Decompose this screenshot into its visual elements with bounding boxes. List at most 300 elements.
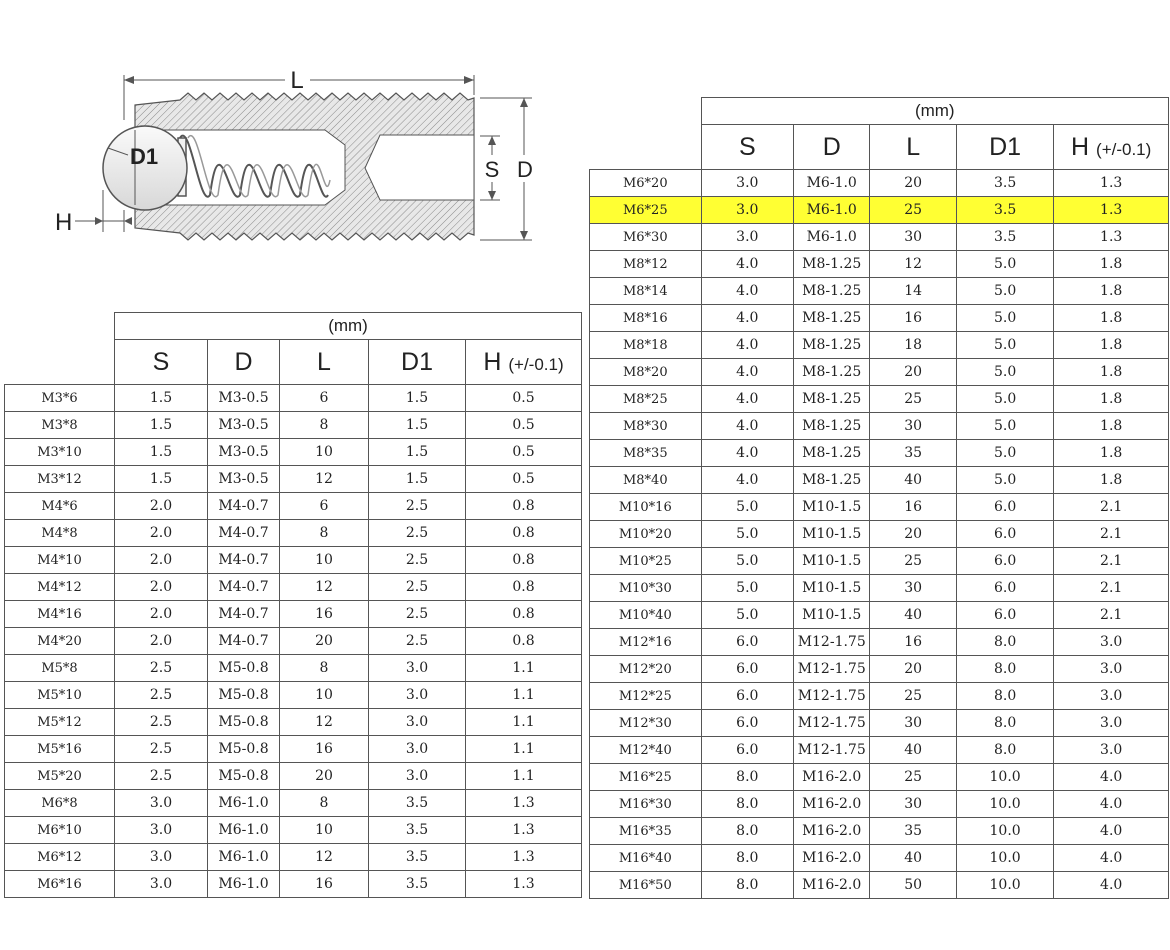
- cell-l: 20: [870, 359, 956, 386]
- cell-model: M4*20: [5, 628, 115, 655]
- cell-h: 0.8: [466, 574, 582, 601]
- cell-d1: 6.0: [956, 494, 1053, 521]
- hex-socket: [365, 135, 474, 200]
- cell-d: M3-0.5: [208, 385, 280, 412]
- cell-l: 25: [870, 683, 956, 710]
- cell-d1: 3.0: [369, 682, 466, 709]
- cell-s: 3.0: [115, 844, 208, 871]
- cell-d: M6-1.0: [794, 224, 870, 251]
- header-L: L: [280, 340, 369, 385]
- header-D: D: [794, 125, 870, 170]
- cell-l: 25: [870, 386, 956, 413]
- table-row: [5, 385, 582, 412]
- table-row: [590, 845, 1169, 872]
- cell-d: M8-1.25: [794, 413, 870, 440]
- cell-h: 3.0: [1054, 737, 1169, 764]
- cell-l: 30: [870, 710, 956, 737]
- cell-h: 1.3: [466, 817, 582, 844]
- cell-s: 2.0: [115, 601, 208, 628]
- cell-h: 1.1: [466, 709, 582, 736]
- cell-d: M12-1.75: [794, 683, 870, 710]
- cell-l: 12: [280, 844, 369, 871]
- cell-model: M8*25: [590, 386, 702, 413]
- cell-d1: 6.0: [956, 602, 1053, 629]
- cell-model: M5*12: [5, 709, 115, 736]
- table-row: [5, 628, 582, 655]
- cell-s: 4.0: [701, 467, 793, 494]
- cell-s: 5.0: [701, 494, 793, 521]
- cell-d1: 3.5: [956, 197, 1053, 224]
- cell-d1: 10.0: [956, 872, 1053, 899]
- table-row: [5, 655, 582, 682]
- cell-model: M6*16: [5, 871, 115, 898]
- label-D1: D1: [130, 144, 159, 169]
- cell-l: 8: [280, 412, 369, 439]
- cell-l: 20: [870, 521, 956, 548]
- cell-d1: 6.0: [956, 521, 1053, 548]
- cell-model: M16*40: [590, 845, 702, 872]
- table-row: [590, 548, 1169, 575]
- header-H: H (+/-0.1): [1054, 125, 1169, 170]
- cell-model: M16*30: [590, 791, 702, 818]
- spec-table-left: [4, 312, 582, 898]
- cell-h: 1.3: [1054, 170, 1169, 197]
- cell-model: M16*50: [590, 872, 702, 899]
- cell-h: 0.8: [466, 493, 582, 520]
- header-D1: D1: [369, 340, 466, 385]
- cell-l: 30: [870, 224, 956, 251]
- cell-l: 20: [280, 763, 369, 790]
- cell-model: M10*40: [590, 602, 702, 629]
- cell-s: 6.0: [701, 683, 793, 710]
- cell-h: 4.0: [1054, 818, 1169, 845]
- cell-l: 8: [280, 655, 369, 682]
- cell-d1: 10.0: [956, 845, 1053, 872]
- cell-model: M6*8: [5, 790, 115, 817]
- cell-l: 6: [280, 385, 369, 412]
- table-row: [5, 412, 582, 439]
- table-row: [590, 386, 1169, 413]
- cell-l: 20: [870, 656, 956, 683]
- cell-h: 1.3: [466, 790, 582, 817]
- cell-l: 12: [280, 574, 369, 601]
- cell-d1: 8.0: [956, 656, 1053, 683]
- cell-d: M3-0.5: [208, 412, 280, 439]
- cell-s: 2.0: [115, 574, 208, 601]
- cell-s: 8.0: [701, 845, 793, 872]
- table-row: [590, 197, 1169, 224]
- label-S: S: [484, 157, 500, 182]
- cell-l: 14: [870, 278, 956, 305]
- cell-l: 35: [870, 440, 956, 467]
- cell-d: M6-1.0: [208, 790, 280, 817]
- cell-h: 3.0: [1054, 683, 1169, 710]
- cell-s: 8.0: [701, 818, 793, 845]
- cell-s: 3.0: [701, 224, 793, 251]
- cell-s: 3.0: [115, 871, 208, 898]
- cell-s: 4.0: [701, 359, 793, 386]
- spring-plunger-diagram: [40, 60, 560, 260]
- cell-d1: 2.5: [369, 493, 466, 520]
- cell-s: 2.0: [115, 547, 208, 574]
- cell-d: M16-2.0: [794, 764, 870, 791]
- table-row: [590, 413, 1169, 440]
- cell-model: M3*12: [5, 466, 115, 493]
- cell-d1: 5.0: [956, 359, 1053, 386]
- cell-model: M8*30: [590, 413, 702, 440]
- cell-d: M8-1.25: [794, 251, 870, 278]
- cell-d: M16-2.0: [794, 845, 870, 872]
- header-H: H (+/-0.1): [466, 340, 582, 385]
- cell-model: M8*35: [590, 440, 702, 467]
- cell-model: M3*8: [5, 412, 115, 439]
- cell-s: 4.0: [701, 386, 793, 413]
- table-row: [5, 493, 582, 520]
- cell-h: 0.8: [466, 601, 582, 628]
- cell-d: M4-0.7: [208, 520, 280, 547]
- cell-s: 2.5: [115, 709, 208, 736]
- cell-d: M4-0.7: [208, 493, 280, 520]
- cell-model: M8*14: [590, 278, 702, 305]
- cell-h: 4.0: [1054, 791, 1169, 818]
- cell-l: 6: [280, 493, 369, 520]
- cell-d: M4-0.7: [208, 628, 280, 655]
- cell-d1: 8.0: [956, 710, 1053, 737]
- header-S: S: [701, 125, 793, 170]
- cell-model: M5*8: [5, 655, 115, 682]
- cell-d: M12-1.75: [794, 710, 870, 737]
- cell-l: 8: [280, 520, 369, 547]
- cell-d1: 5.0: [956, 332, 1053, 359]
- cell-d: M10-1.5: [794, 575, 870, 602]
- cell-model: M4*6: [5, 493, 115, 520]
- cell-d: M4-0.7: [208, 547, 280, 574]
- table-row: [5, 547, 582, 574]
- table-row: [5, 574, 582, 601]
- cell-d: M8-1.25: [794, 332, 870, 359]
- cell-h: 0.5: [466, 385, 582, 412]
- cell-l: 25: [870, 764, 956, 791]
- cell-model: M10*25: [590, 548, 702, 575]
- cell-model: M4*12: [5, 574, 115, 601]
- table-row: [5, 763, 582, 790]
- cell-l: 8: [280, 790, 369, 817]
- cell-l: 10: [280, 682, 369, 709]
- table-row: [590, 764, 1169, 791]
- cell-d1: 2.5: [369, 628, 466, 655]
- table-row: [590, 251, 1169, 278]
- cell-d1: 5.0: [956, 305, 1053, 332]
- cell-d: M5-0.8: [208, 682, 280, 709]
- cell-d: M8-1.25: [794, 305, 870, 332]
- cell-model: M8*18: [590, 332, 702, 359]
- cell-d: M12-1.75: [794, 629, 870, 656]
- cell-model: M5*16: [5, 736, 115, 763]
- label-L: L: [290, 67, 304, 94]
- cell-h: 1.1: [466, 736, 582, 763]
- cell-h: 1.1: [466, 763, 582, 790]
- cell-d: M10-1.5: [794, 602, 870, 629]
- table-row: [5, 844, 582, 871]
- cell-h: 1.3: [1054, 197, 1169, 224]
- cell-d1: 10.0: [956, 764, 1053, 791]
- cell-model: M8*12: [590, 251, 702, 278]
- header-D: D: [208, 340, 280, 385]
- cell-s: 2.5: [115, 655, 208, 682]
- cell-l: 12: [280, 709, 369, 736]
- cell-s: 1.5: [115, 412, 208, 439]
- cell-h: 1.8: [1054, 359, 1169, 386]
- cell-s: 3.0: [701, 197, 793, 224]
- cell-d1: 3.0: [369, 736, 466, 763]
- cell-l: 50: [870, 872, 956, 899]
- table-row: [590, 710, 1169, 737]
- cell-d: M16-2.0: [794, 818, 870, 845]
- cell-h: 1.8: [1054, 440, 1169, 467]
- table-row: [5, 790, 582, 817]
- cell-d: M10-1.5: [794, 521, 870, 548]
- cell-l: 25: [870, 197, 956, 224]
- cell-model: M6*25: [590, 197, 702, 224]
- cell-s: 4.0: [701, 278, 793, 305]
- cell-d: M6-1.0: [208, 871, 280, 898]
- cell-d1: 2.5: [369, 574, 466, 601]
- table-row: [590, 278, 1169, 305]
- cell-h: 1.8: [1054, 413, 1169, 440]
- cell-h: 1.8: [1054, 305, 1169, 332]
- cell-s: 1.5: [115, 385, 208, 412]
- cell-s: 1.5: [115, 439, 208, 466]
- cell-d1: 2.5: [369, 547, 466, 574]
- cell-d: M8-1.25: [794, 467, 870, 494]
- cell-h: 1.3: [1054, 224, 1169, 251]
- cell-s: 3.0: [115, 790, 208, 817]
- cell-d: M8-1.25: [794, 278, 870, 305]
- header-D1: D1: [956, 125, 1053, 170]
- cell-h: 0.5: [466, 439, 582, 466]
- table-row: [5, 682, 582, 709]
- table-row: [5, 817, 582, 844]
- cell-l: 16: [870, 629, 956, 656]
- cell-l: 16: [870, 494, 956, 521]
- cell-d1: 3.5: [956, 170, 1053, 197]
- cell-model: M10*20: [590, 521, 702, 548]
- table-row: [590, 467, 1169, 494]
- cell-d: M6-1.0: [208, 817, 280, 844]
- cell-model: M8*16: [590, 305, 702, 332]
- cell-h: 1.3: [466, 871, 582, 898]
- tolerance-label: (+/-0.1): [1096, 139, 1152, 159]
- table-row: [590, 629, 1169, 656]
- cell-s: 5.0: [701, 521, 793, 548]
- cell-h: 0.5: [466, 466, 582, 493]
- cell-model: M6*10: [5, 817, 115, 844]
- cell-l: 25: [870, 548, 956, 575]
- table-row: [590, 359, 1169, 386]
- cell-model: M16*25: [590, 764, 702, 791]
- cell-s: 3.0: [115, 817, 208, 844]
- table-row: [590, 602, 1169, 629]
- cell-s: 2.0: [115, 520, 208, 547]
- cell-l: 30: [870, 575, 956, 602]
- cell-s: 6.0: [701, 710, 793, 737]
- cell-s: 5.0: [701, 602, 793, 629]
- cell-h: 4.0: [1054, 764, 1169, 791]
- cell-l: 30: [870, 413, 956, 440]
- cell-d1: 10.0: [956, 818, 1053, 845]
- cell-d: M16-2.0: [794, 872, 870, 899]
- cell-d1: 3.0: [369, 763, 466, 790]
- cell-d: M4-0.7: [208, 601, 280, 628]
- cell-d1: 5.0: [956, 278, 1053, 305]
- table-row: [590, 332, 1169, 359]
- table-row: [590, 494, 1169, 521]
- cell-h: 4.0: [1054, 845, 1169, 872]
- cell-s: 2.0: [115, 493, 208, 520]
- cell-s: 4.0: [701, 305, 793, 332]
- table-row: [590, 521, 1169, 548]
- table-corner: [5, 313, 115, 385]
- cell-l: 18: [870, 332, 956, 359]
- cell-h: 0.5: [466, 412, 582, 439]
- cell-h: 0.8: [466, 520, 582, 547]
- cell-d1: 5.0: [956, 440, 1053, 467]
- cell-h: 3.0: [1054, 656, 1169, 683]
- cell-h: 1.3: [466, 844, 582, 871]
- unit-header: (mm): [701, 98, 1168, 125]
- cell-d1: 3.5: [369, 790, 466, 817]
- cell-l: 16: [280, 736, 369, 763]
- cell-h: 0.8: [466, 628, 582, 655]
- table-row: [5, 709, 582, 736]
- table-row: [590, 305, 1169, 332]
- label-H: H: [55, 209, 73, 236]
- cell-model: M10*30: [590, 575, 702, 602]
- cell-d1: 5.0: [956, 413, 1053, 440]
- table-row: [590, 872, 1169, 899]
- header-L: L: [870, 125, 956, 170]
- cell-d: M5-0.8: [208, 709, 280, 736]
- cell-model: M5*10: [5, 682, 115, 709]
- cell-d: M3-0.5: [208, 439, 280, 466]
- cell-l: 12: [870, 251, 956, 278]
- header-S: S: [115, 340, 208, 385]
- cell-model: M6*20: [590, 170, 702, 197]
- cell-d1: 10.0: [956, 791, 1053, 818]
- cell-s: 6.0: [701, 629, 793, 656]
- cell-h: 0.8: [466, 547, 582, 574]
- cell-d1: 5.0: [956, 467, 1053, 494]
- cell-s: 2.5: [115, 682, 208, 709]
- cell-s: 4.0: [701, 332, 793, 359]
- cell-model: M12*20: [590, 656, 702, 683]
- cell-d: M5-0.8: [208, 736, 280, 763]
- cell-s: 2.5: [115, 736, 208, 763]
- cell-d1: 2.5: [369, 520, 466, 547]
- cell-d1: 8.0: [956, 683, 1053, 710]
- table-row: [590, 170, 1169, 197]
- table-row: [5, 439, 582, 466]
- table-row: [590, 818, 1169, 845]
- cell-s: 6.0: [701, 737, 793, 764]
- cell-model: M8*20: [590, 359, 702, 386]
- cell-s: 4.0: [701, 251, 793, 278]
- table-row: [5, 520, 582, 547]
- table-row: [590, 791, 1169, 818]
- cell-d1: 3.5: [956, 224, 1053, 251]
- cell-l: 10: [280, 439, 369, 466]
- cell-model: M3*6: [5, 385, 115, 412]
- cell-h: 1.1: [466, 682, 582, 709]
- cell-l: 16: [280, 601, 369, 628]
- cell-s: 5.0: [701, 575, 793, 602]
- tolerance-label: (+/-0.1): [508, 354, 564, 374]
- cell-s: 4.0: [701, 413, 793, 440]
- table-corner: [590, 98, 702, 170]
- cell-l: 40: [870, 845, 956, 872]
- cell-d1: 1.5: [369, 466, 466, 493]
- cell-l: 40: [870, 737, 956, 764]
- cell-h: 3.0: [1054, 629, 1169, 656]
- cell-model: M6*12: [5, 844, 115, 871]
- cell-l: 40: [870, 467, 956, 494]
- cell-model: M12*30: [590, 710, 702, 737]
- cell-d: M5-0.8: [208, 763, 280, 790]
- cell-d1: 3.0: [369, 709, 466, 736]
- cell-s: 2.5: [115, 763, 208, 790]
- cell-h: 4.0: [1054, 872, 1169, 899]
- table-row: [590, 224, 1169, 251]
- cell-h: 1.8: [1054, 251, 1169, 278]
- cell-d1: 8.0: [956, 737, 1053, 764]
- cell-s: 6.0: [701, 656, 793, 683]
- cell-d1: 3.5: [369, 817, 466, 844]
- cell-s: 8.0: [701, 872, 793, 899]
- table-row: [5, 871, 582, 898]
- cell-d1: 5.0: [956, 251, 1053, 278]
- cell-s: 8.0: [701, 791, 793, 818]
- cell-d1: 2.5: [369, 601, 466, 628]
- cell-d1: 5.0: [956, 386, 1053, 413]
- cell-l: 30: [870, 791, 956, 818]
- cell-model: M4*16: [5, 601, 115, 628]
- cell-d: M12-1.75: [794, 656, 870, 683]
- cell-d: M8-1.25: [794, 386, 870, 413]
- cell-h: 1.8: [1054, 386, 1169, 413]
- cell-d: M5-0.8: [208, 655, 280, 682]
- cell-l: 20: [280, 628, 369, 655]
- cell-l: 10: [280, 547, 369, 574]
- cell-d: M12-1.75: [794, 737, 870, 764]
- cell-d: M8-1.25: [794, 359, 870, 386]
- cell-l: 16: [870, 305, 956, 332]
- cell-model: M5*20: [5, 763, 115, 790]
- table-row: [590, 575, 1169, 602]
- spec-table-right: [589, 97, 1169, 899]
- cell-model: M3*10: [5, 439, 115, 466]
- cell-l: 12: [280, 466, 369, 493]
- cell-d1: 3.5: [369, 871, 466, 898]
- cell-h: 2.1: [1054, 548, 1169, 575]
- cell-h: 3.0: [1054, 710, 1169, 737]
- table-row: [5, 736, 582, 763]
- cell-model: M12*25: [590, 683, 702, 710]
- unit-header: (mm): [115, 313, 582, 340]
- cell-s: 3.0: [701, 170, 793, 197]
- cell-s: 4.0: [701, 440, 793, 467]
- table-row: [590, 656, 1169, 683]
- cell-d1: 6.0: [956, 575, 1053, 602]
